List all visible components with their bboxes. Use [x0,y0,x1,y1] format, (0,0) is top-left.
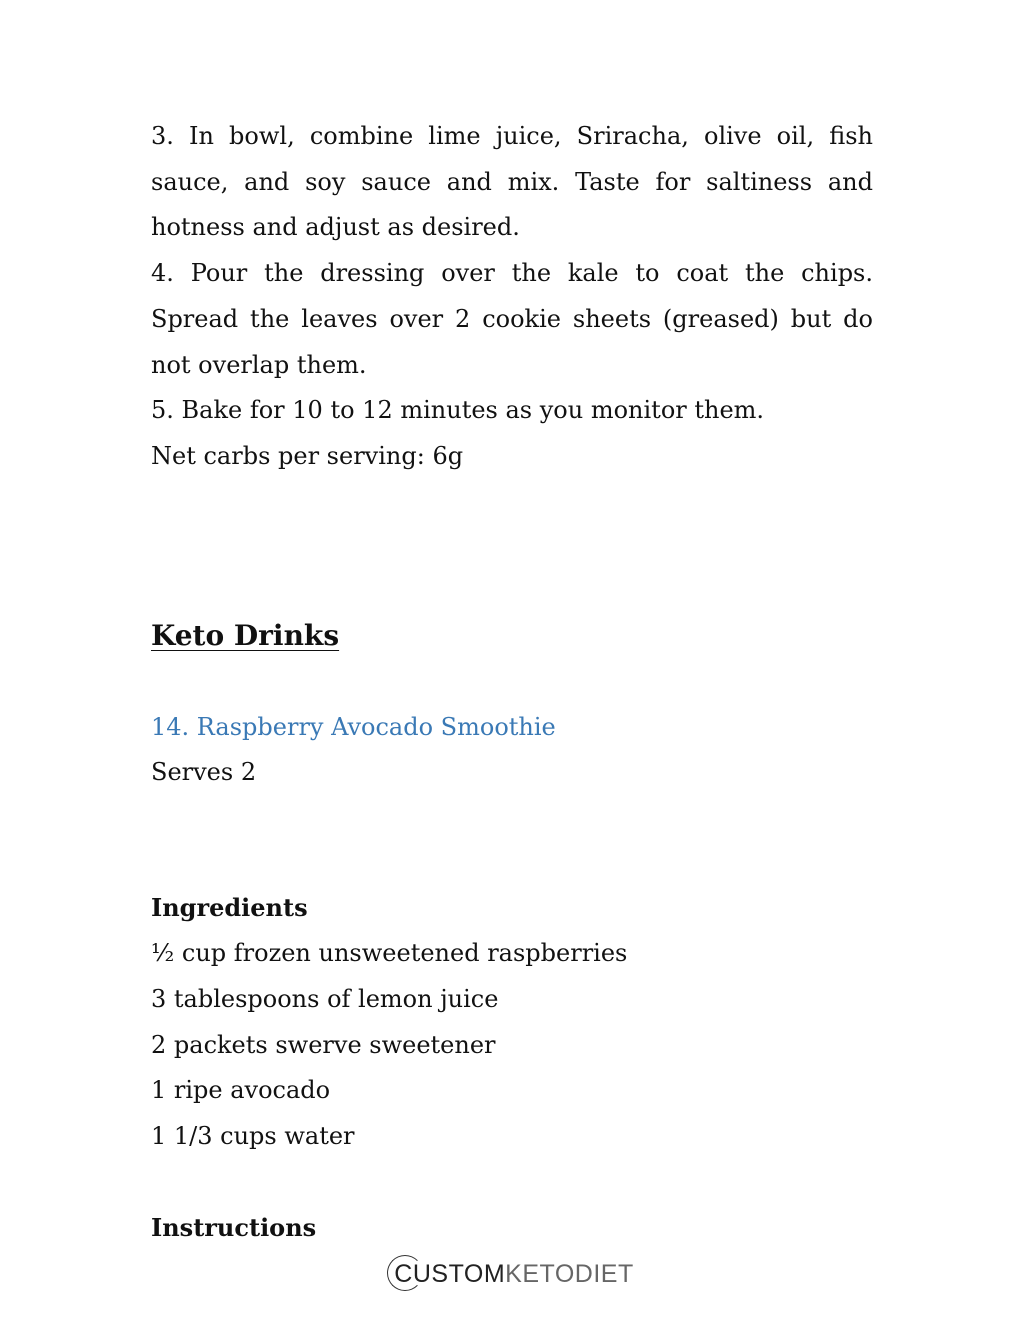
ingredient-item: 1 ripe avocado [151,1076,331,1105]
ingredient-item: 2 packets swerve sweetener [151,1030,496,1059]
document-page [151,114,873,1251]
ingredient-item: 3 tablespoons of lemon juice [151,985,499,1014]
instructions-heading: Instructions [151,1212,317,1242]
ingredients-heading: Ingredients [151,893,308,923]
spacer [151,795,873,885]
spacer [151,658,873,704]
net-carbs-note: Net carbs per serving: 6g [151,441,464,470]
footer-logo [0,1254,1024,1294]
logo-text-ketodiet: KETODIET [505,1260,634,1288]
section-heading-keto-drinks: Keto Drinks [151,618,340,652]
logo-text-custom: CUSTOM [394,1260,506,1288]
ingredient-item: 1 1/3 cups water [151,1122,355,1151]
step-4: 4. Pour the dressing over the kale to coat the chips. Spread the leaves over 2 cookie sheets (greased) but do not overlap them. [151,259,873,379]
recipe-title: 14. Raspberry Avocado Smoothie [151,712,556,741]
spacer [151,1160,873,1205]
step-5: 5. Bake for 10 to 12 minutes as you monitor them. [151,396,765,425]
custom-keto-diet-logo [390,1254,633,1294]
ingredient-item: ½ cup frozen unsweetened raspberries [151,939,628,968]
step-3: 3. In bowl, combine lime juice, Sriracha, olive oil, fish sauce, and soy sauce and mix. Taste for saltiness and hotness and adjust as desired. [151,122,873,242]
recipe-serves: Serves 2 [151,757,257,786]
ingredients-list [151,931,873,1160]
spacer [151,480,873,614]
